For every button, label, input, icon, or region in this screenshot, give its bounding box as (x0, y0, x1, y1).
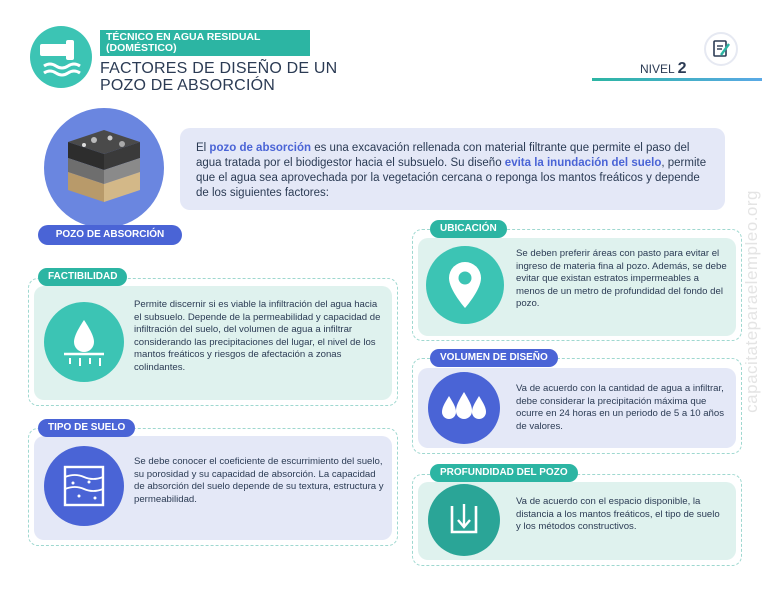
level-number: 2 (677, 60, 687, 77)
profundidad-text: Va de acuerdo con el espacio disponible, la distancia a los mantos freáticos, el tipo de suelo y los métodos constructivos. (516, 496, 720, 533)
soil-texture-icon (59, 461, 109, 511)
tipo-suelo-label: TIPO DE SUELO (38, 419, 135, 437)
ubicacion-text: Se deben preferir áreas con pasto para evitar el ingreso de materia fina al pozo. Además, se debe evitar que existan estratos impermeables a menos de un metro de profundidad del fondo del pozo. (516, 248, 727, 310)
header-logo (30, 26, 92, 88)
factibilidad-text: Permite discernir si es viable la infiltración del agua hacia el subsuelo. Depende de la permeabilidad y capacidad de infiltración del suelo, del volumen de agua a infiltrar considerando las precipitaciones del lugar, el nivel de los mantos freáticos y riesgos de afectación a zonas colindantes. (134, 299, 381, 373)
intro-text: El pozo de absorción es una excavación rellenada con material filtrante que permite el paso del agua tratada por el biodigestor hacia el subsuelo. Su diseño evita la inundación del suelo, permite que el agua sea aprovechada por la vegetación cercana o reponga los mantos freáticos y depende de los siguientes factores: (196, 142, 707, 199)
edit-badge (704, 32, 738, 66)
level-label: NIVEL (640, 62, 675, 76)
profundidad-label: PROFUNDIDAD DEL POZO (430, 464, 578, 482)
soil-layers-icon (44, 108, 164, 228)
factibilidad-label: FACTIBILIDAD (38, 268, 127, 286)
ubicacion-icon-circle (426, 246, 504, 324)
highlight-inundacion: evita la inundación del suelo (504, 157, 662, 169)
volumen-label: VOLUMEN DE DISEÑO (430, 349, 558, 367)
depth-arrow-icon (444, 500, 484, 540)
tipo-suelo-text: Se debe conocer el coeficiente de escurrimiento del suelo, su porosidad y su capacidad de absorción. La capacidad de absorción del suelo depende de su textura, estructura y permeabilidad. (134, 456, 384, 505)
page-title: FACTORES DE DISEÑO DE UN POZO DE ABSORCIÓN (100, 60, 338, 94)
edit-notes-icon (706, 34, 736, 64)
level-indicator (640, 60, 687, 78)
three-drops-icon (439, 390, 489, 426)
level-underline (592, 78, 762, 81)
pozo-illustration (44, 108, 164, 228)
tipo-suelo-icon-circle (44, 446, 124, 526)
profundidad-icon-circle (428, 484, 500, 556)
volumen-text: Va de acuerdo con la cantidad de agua a infiltrar, debe considerar la precipitación máxima que ocurre en 24 horas en un periodo de 5 a 10 años de valores. (516, 383, 725, 432)
factibilidad-icon-circle (44, 302, 124, 382)
pozo-label: POZO DE ABSORCIÓN (38, 225, 182, 245)
location-pin-icon (442, 260, 488, 310)
header-category: TÉCNICO EN AGUA RESIDUAL (DOMÉSTICO) (100, 30, 310, 56)
highlight-pozo: pozo de absorción (209, 142, 312, 154)
water-drop-infiltration-icon (56, 314, 112, 370)
volumen-icon-circle (428, 372, 500, 444)
watermark: capacitateparaelempleo.org (742, 190, 761, 413)
wastewater-pipe-icon (30, 26, 92, 88)
ubicacion-label: UBICACIÓN (430, 220, 507, 238)
